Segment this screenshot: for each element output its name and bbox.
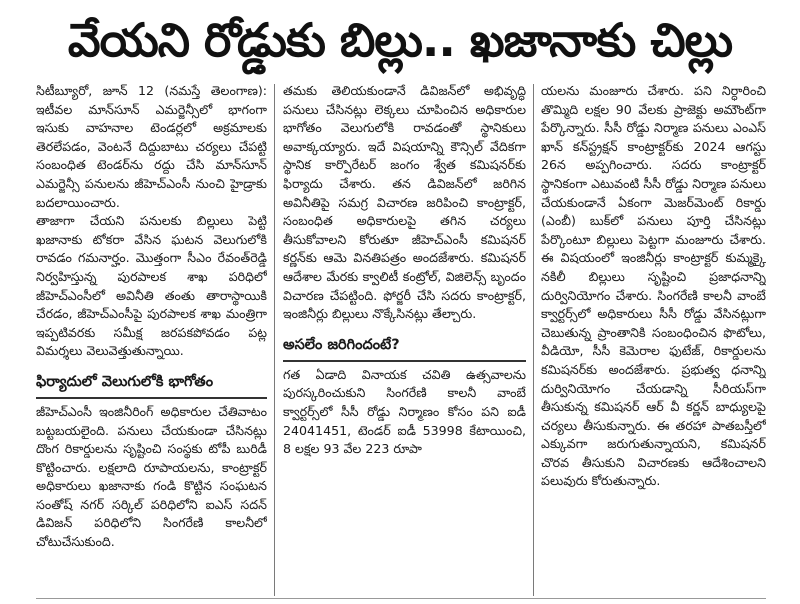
paragraph: గత ఏడాది వినాయక చవితి ఉత్సవాలను పురస్కరించుకుని సింగరేణి కాలనీ వాంబే క్వార్టర్స్‌లో సీసీ రోడ్డు నిర్మాణం కోసం పని ఐడీ 24041451, టెండర్ ఐడీ 53998 కేటాయించి, 8 లక్షల 93 వేల 223 రూపా xyxy=(283,366,526,457)
paragraph: జీహెచ్‌ఎంసీ ఇంజినీరింగ్ అధికారుల చేతివాటం బట్టబయలైంది. పనులు చేయకుండా చేసినట్లు దొంగ రికార్డులను సృష్టించి సంస్థకు టోపీ బురిడీ కొట్టించారు. లక్షలాది రూపాయలను, కాంట్రాక్టర్ అధికారులు ఖజానాకు గండి కొట్టిన సంఘటన సంతోష్ నగర్ సర్కిల్ పరిధిలోని ఐఎస్ సదన్ డివిజన్ పరిధిలోని సింగరేణి కాలనీలో చోటుచేసుకుంది. xyxy=(36,403,267,550)
column-rule-right xyxy=(533,84,534,596)
paragraph: తాజాగా చేయని పనులకు బిల్లులు పెట్టి ఖజానాకు టోకరా వేసిన ఘటన వెలుగులోకి రావడం గమనార్హం. మొత్తంగా సీఎం రేవంత్‌రెడ్డి నిర్వహిస్తున్న పురపాలక శాఖ పరిధిలో జీహెచ్‌ఎంసీలో అవినీతి తంతు తారాస్థాయికి చేరడం, జీహెచ్‌ఎంసీపై పురపాలక శాఖ మంత్రిగా ఇప్పటివరకు సమీక్ష జరపకపోవడం పట్ల విమర్శలు వెలువెత్తుతున్నాయి. xyxy=(36,213,267,359)
subheading-complaint: ఫిర్యాదులో వెలుగులోకి భాగోతం xyxy=(36,371,267,399)
paragraph: యలను మంజూరు చేశారు. పని నిర్ధారించి తొమ్మిది లక్షల 90 వేలకు ప్రాజెక్టు అమౌంట్‌గా పేర్కొన్నారు. సీసీ రోడ్డు నిర్మాణ పనులు ఎంఎస్ ఖాన్ కన్‌స్ట్రక్షన్ కాంట్రాక్టర్‌కు 2024 ఆగస్టు 26న అప్పగించారు. సదరు కాంట్రాక్టర్ స్థానికంగా ఎటువంటి సీసీ రోడ్డు నిర్మాణ పనులు చేయకుండానే ఏకంగా మెజర్‌మెంట్ రికార్డు (ఎంబీ) బుక్‌లో పనులు పూర్తి చేసినట్లు పేర్కొంటూ బిల్లులు పెట్టగా మంజూరు చేశారు. ఈ విషయంలో ఇంజినీర్లు కాంట్రాక్టర్ కుమ్మక్కై నకిలీ బిల్లులు సృష్టించి ప్రజాధనాన్ని దుర్వినియోగం చేశారు. సింగరేణి కాలనీ వాంబే క్వార్టర్స్‌లో అధికారులు సీసీ రోడ్డు వేసినట్లుగా చెబుతున్న ప్రాంతానికి సంబంధించిన ఫొటోలు, వీడియో, సీసీ కెమెరాల ఫుటేజ్, రికార్డులను కమిషనర్‌కు అందజేశారు. ప్రభుత్వ ధనాన్ని దుర్వినియోగం చేయడాన్ని సీరియస్‌గా తీసుకున్న కమిషనర్ ఆర్ వీ కర్ణన్ బాధ్యులపై చర్యలు తీసుకున్నారు. ఈ తరహా పాతబస్తీలో ఎక్కువగా జరుగుతున్నాయని, కమిషనర్ చొరవ తీసుకుని విచారణకు ఆదేశించాలని పలువురు కోరుతున్నారు. xyxy=(541,83,766,489)
subheading-what-happened: అసలేం జరిగిందంటే? xyxy=(283,334,526,362)
paragraph: సిటీబ్యూరో, జూన్ 12 (నమస్తే తెలంగాణ): ఇటీవల మాన్‌సూన్ ఎమర్జెన్సీలో భాగంగా ఇసుకు వాహనాల టెండర్లలో అక్రమాలకు తెరలేపడం, వెంటనే దిద్దుబాటు చర్యలు చేపట్టి సంబంధిత టెండర్‌ను రద్దు చేసి మాన్‌సూన్ ఎమర్జెన్సీ పనులను జీహెచ్‌ఎంసీ నుంచి హైడ్రాకు బదలాయించారు. xyxy=(36,83,267,210)
article-column-1 xyxy=(36,82,267,602)
bottom-rule xyxy=(36,598,766,599)
paragraph: తమకు తెలియకుండానే డివిజన్‌లో అభివృద్ధి పనులు చేసినట్లు లెక్కలు చూపించిన అధికారుల భాగోతం వెలుగులోకి రావడంతో స్థానికులు అవాక్కయ్యారు. ఇదే విషయాన్ని కౌన్సిల్ వేదికగా స్థానిక కార్పొరేటర్ జంగం శ్వేత కమిషనర్‌కు ఫిర్యాదు చేశారు. తన డివిజన్‌లో జరిగిన అవినీతిపై సమగ్ర విచారణ జరిపించి కాంట్రాక్టర్, సంబంధిత అధికారులపై తగిన చర్యలు తీసుకోవాలని కోరుతూ జీహెచ్‌ఎంసీ కమిషనర్ కర్ణన్‌కు ఆమె వినతిపత్రం అందజేశారు. కమిషనర్ ఆదేశాల మేరకు క్వాలిటీ కంట్రోల్, విజిలెన్స్ బృందం విచారణ చేపట్టింది. ఫోర్జరీ చేసి సదరు కాంట్రాక్టర్, ఇంజినీర్లు బిల్లులు నొక్కేసినట్లు తేల్చారు. xyxy=(283,83,526,322)
article-column-3 xyxy=(541,82,766,602)
column-rule-left xyxy=(274,84,275,596)
headline: వేయని రోడ్డుకు బిల్లు.. ఖజానాకు చిల్లు xyxy=(67,13,733,67)
article-column-2 xyxy=(283,82,526,602)
